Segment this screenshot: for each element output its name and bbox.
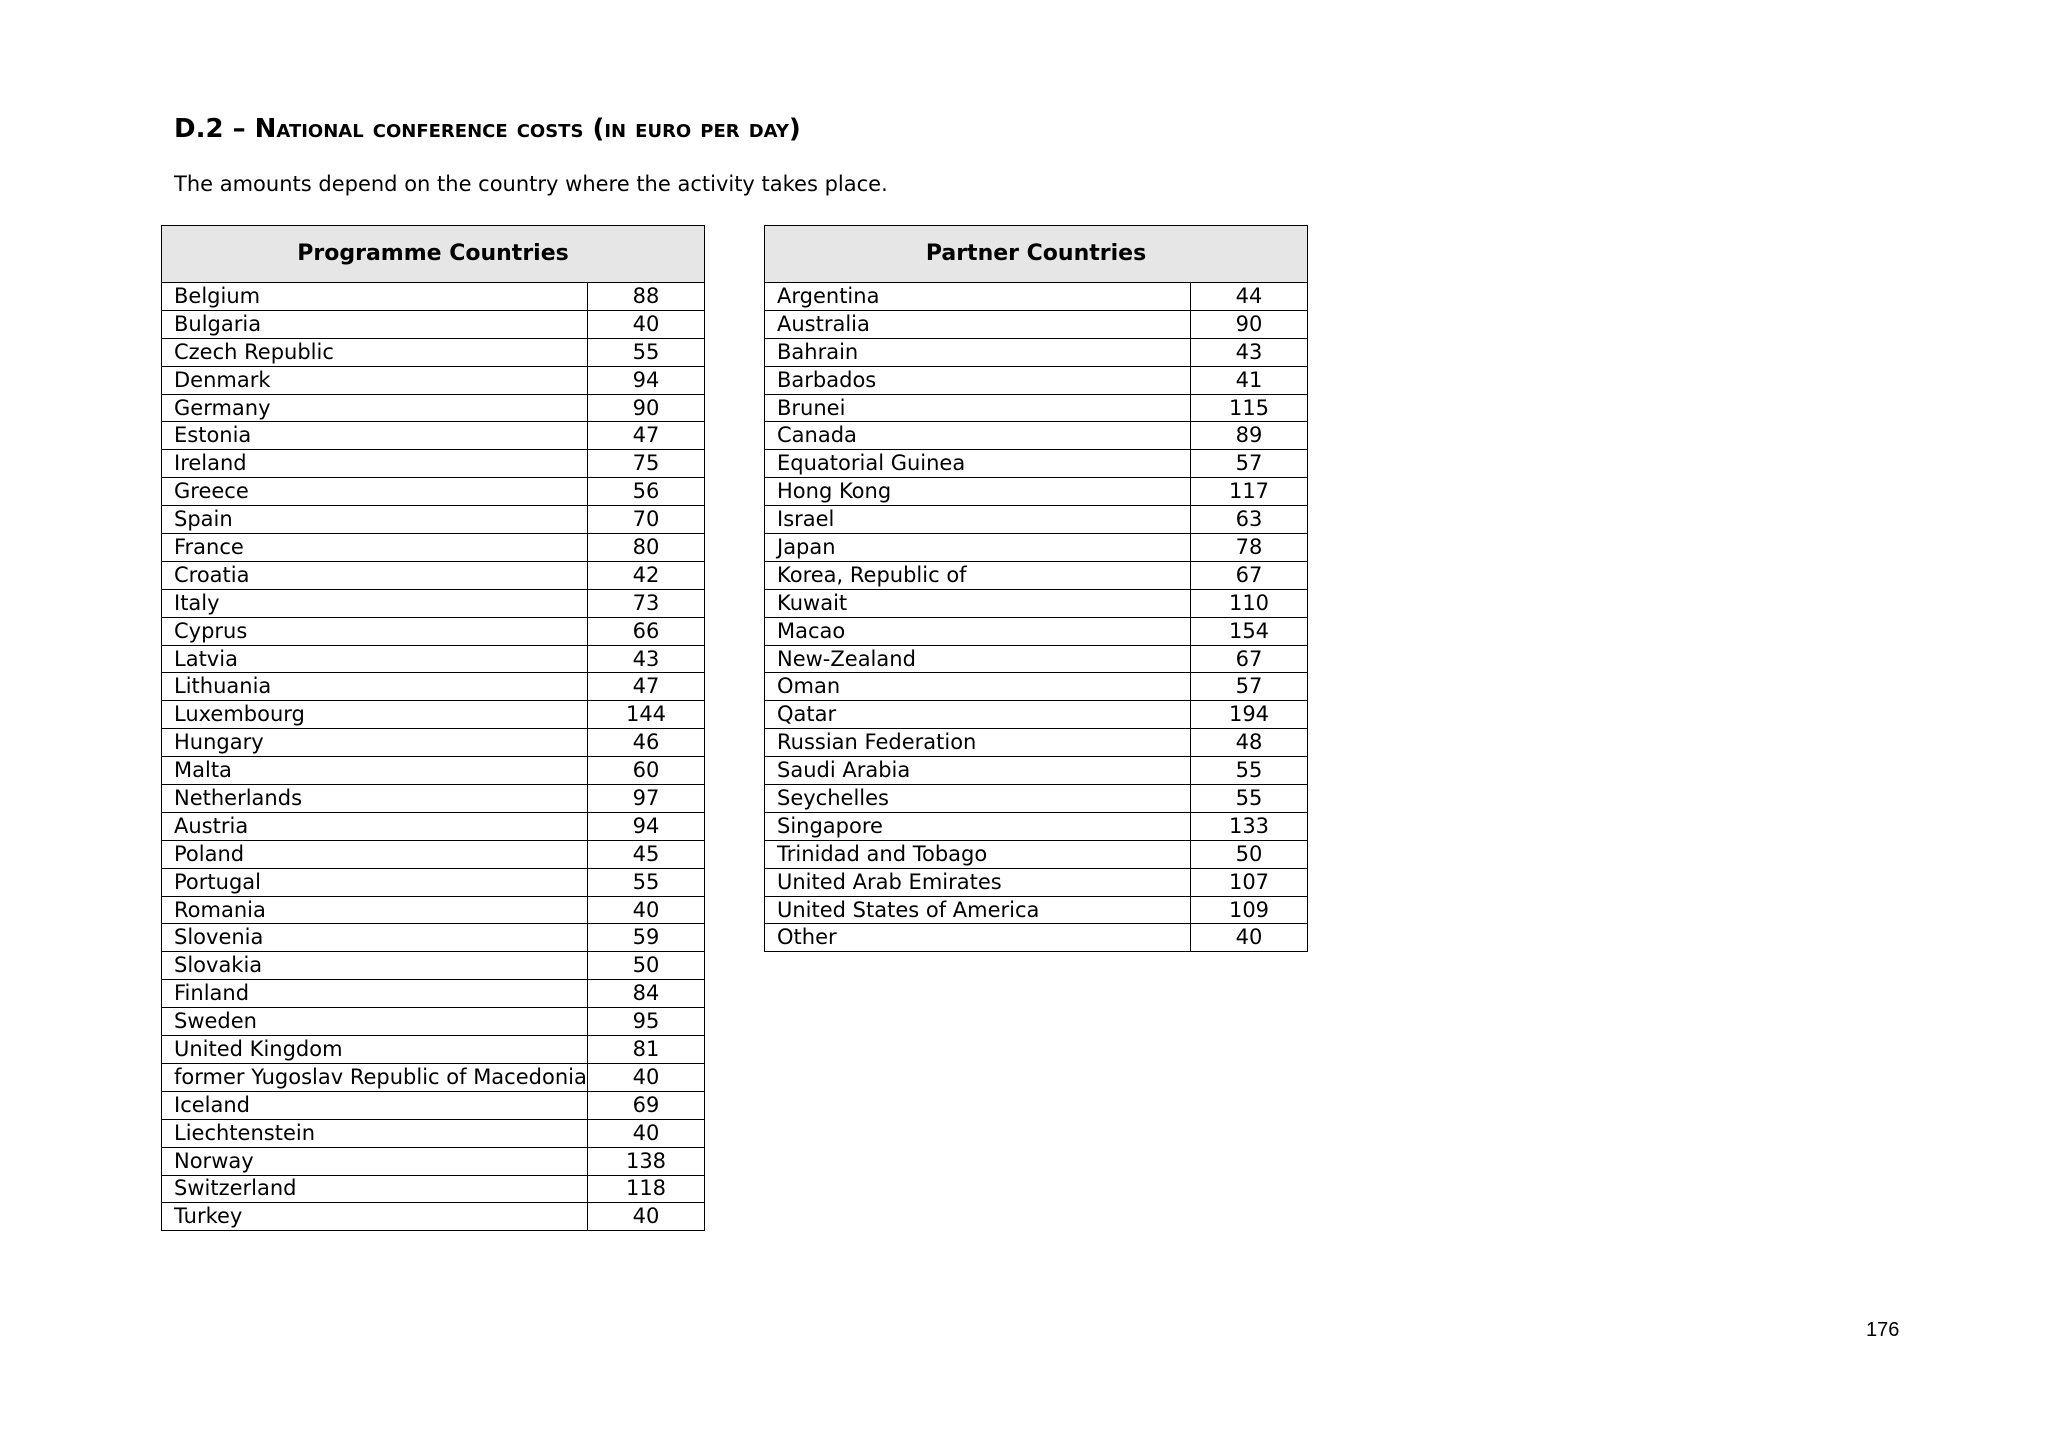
section-heading [174,114,801,144]
daily-rate-cell: 115 [1191,394,1308,422]
country-name-cell: Kuwait [765,589,1191,617]
country-name-cell: Greece [162,478,588,506]
daily-rate-cell: 55 [1191,785,1308,813]
table-row [162,534,705,562]
daily-rate-cell: 44 [1191,283,1308,311]
daily-rate-cell: 154 [1191,617,1308,645]
daily-rate-cell: 81 [588,1036,705,1064]
country-name-cell: Poland [162,840,588,868]
table-row [162,1091,705,1119]
daily-rate-cell: 40 [588,1203,705,1231]
daily-rate-cell: 40 [588,1063,705,1091]
table-row [765,840,1308,868]
table-row [765,617,1308,645]
table-row [162,450,705,478]
country-name-cell: Bulgaria [162,310,588,338]
country-name-cell: Lithuania [162,673,588,701]
daily-rate-cell: 43 [1191,338,1308,366]
country-name-cell: Norway [162,1147,588,1175]
country-name-cell: Argentina [765,283,1191,311]
daily-rate-cell: 69 [588,1091,705,1119]
table-row [765,366,1308,394]
country-name-cell: Belgium [162,283,588,311]
country-name-cell: Slovakia [162,952,588,980]
table-row [765,394,1308,422]
country-name-cell: Latvia [162,645,588,673]
table-row [765,283,1308,311]
daily-rate-cell: 90 [1191,310,1308,338]
country-name-cell: Other [765,924,1191,952]
daily-rate-cell: 47 [588,422,705,450]
country-name-cell: Brunei [765,394,1191,422]
country-name-cell: Hungary [162,729,588,757]
country-name-cell: United States of America [765,896,1191,924]
daily-rate-cell: 97 [588,785,705,813]
table-row [162,896,705,924]
daily-rate-cell: 90 [588,394,705,422]
partner-countries-body [765,283,1308,952]
partner-countries-table [764,225,1308,952]
table-row [162,1063,705,1091]
country-name-cell: Israel [765,506,1191,534]
country-name-cell: Finland [162,980,588,1008]
daily-rate-cell: 78 [1191,534,1308,562]
daily-rate-cell: 45 [588,840,705,868]
country-name-cell: Czech Republic [162,338,588,366]
table-row [162,310,705,338]
daily-rate-cell: 75 [588,450,705,478]
daily-rate-cell: 56 [588,478,705,506]
country-name-cell: Luxembourg [162,701,588,729]
table-row [765,868,1308,896]
programme-countries-table [161,225,705,1231]
table-row [162,785,705,813]
country-name-cell: Malta [162,757,588,785]
country-name-cell: Barbados [765,366,1191,394]
country-name-cell: Croatia [162,561,588,589]
country-name-cell: Japan [765,534,1191,562]
daily-rate-cell: 84 [588,980,705,1008]
daily-rate-cell: 63 [1191,506,1308,534]
table-row [162,1008,705,1036]
country-name-cell: Estonia [162,422,588,450]
daily-rate-cell: 110 [1191,589,1308,617]
country-name-cell: Saudi Arabia [765,757,1191,785]
country-name-cell: Bahrain [765,338,1191,366]
table-row [765,450,1308,478]
daily-rate-cell: 40 [588,310,705,338]
programme-countries-body [162,283,705,1231]
daily-rate-cell: 88 [588,283,705,311]
table-row [162,840,705,868]
daily-rate-cell: 40 [588,1119,705,1147]
daily-rate-cell: 50 [1191,840,1308,868]
country-name-cell: Singapore [765,812,1191,840]
table-row [765,338,1308,366]
table-row [765,561,1308,589]
table-row [162,701,705,729]
table-row [162,1203,705,1231]
table-row [162,338,705,366]
table-row [162,952,705,980]
daily-rate-cell: 194 [1191,701,1308,729]
daily-rate-cell: 50 [588,952,705,980]
daily-rate-cell: 80 [588,534,705,562]
table-row [162,422,705,450]
partner-countries-title: Partner Countries [765,226,1308,283]
daily-rate-cell: 42 [588,561,705,589]
daily-rate-cell: 41 [1191,366,1308,394]
table-row [765,478,1308,506]
table-row [162,1147,705,1175]
country-name-cell: Germany [162,394,588,422]
table-row [765,757,1308,785]
daily-rate-cell: 40 [588,896,705,924]
country-name-cell: Macao [765,617,1191,645]
table-row [162,1036,705,1064]
country-name-cell: Austria [162,812,588,840]
daily-rate-cell: 70 [588,506,705,534]
section-heading-prefix: D.2 – N [174,114,277,144]
table-header-row [162,226,705,283]
daily-rate-cell: 95 [588,1008,705,1036]
table-row [765,589,1308,617]
daily-rate-cell: 133 [1191,812,1308,840]
table-row [765,673,1308,701]
table-row [765,812,1308,840]
table-row [162,1119,705,1147]
country-name-cell: Canada [765,422,1191,450]
country-name-cell: Turkey [162,1203,588,1231]
table-row [765,896,1308,924]
table-row [162,812,705,840]
daily-rate-cell: 47 [588,673,705,701]
country-name-cell: Iceland [162,1091,588,1119]
country-name-cell: Equatorial Guinea [765,450,1191,478]
table-row [765,785,1308,813]
country-name-cell: Romania [162,896,588,924]
country-name-cell: Ireland [162,450,588,478]
daily-rate-cell: 107 [1191,868,1308,896]
table-row [765,534,1308,562]
table-row [162,561,705,589]
table-row [765,729,1308,757]
daily-rate-cell: 57 [1191,450,1308,478]
table-row [162,673,705,701]
daily-rate-cell: 40 [1191,924,1308,952]
table-row [765,310,1308,338]
table-row [162,394,705,422]
country-name-cell: France [162,534,588,562]
daily-rate-cell: 109 [1191,896,1308,924]
country-name-cell: United Arab Emirates [765,868,1191,896]
country-name-cell: Slovenia [162,924,588,952]
country-name-cell: Switzerland [162,1175,588,1203]
country-name-cell: Spain [162,506,588,534]
daily-rate-cell: 117 [1191,478,1308,506]
daily-rate-cell: 94 [588,812,705,840]
country-name-cell: Cyprus [162,617,588,645]
country-name-cell: Korea, Republic of [765,561,1191,589]
daily-rate-cell: 55 [588,338,705,366]
table-row [162,617,705,645]
table-row [162,589,705,617]
table-row [162,283,705,311]
table-row [162,506,705,534]
daily-rate-cell: 48 [1191,729,1308,757]
country-name-cell: Portugal [162,868,588,896]
table-row [765,924,1308,952]
country-name-cell: Liechtenstein [162,1119,588,1147]
country-name-cell: Australia [765,310,1191,338]
daily-rate-cell: 89 [1191,422,1308,450]
table-row [162,645,705,673]
country-name-cell: Russian Federation [765,729,1191,757]
table-row [765,645,1308,673]
country-name-cell: Denmark [162,366,588,394]
country-name-cell: Qatar [765,701,1191,729]
daily-rate-cell: 55 [1191,757,1308,785]
daily-rate-cell: 66 [588,617,705,645]
table-row [162,366,705,394]
daily-rate-cell: 55 [588,868,705,896]
daily-rate-cell: 138 [588,1147,705,1175]
daily-rate-cell: 46 [588,729,705,757]
daily-rate-cell: 67 [1191,645,1308,673]
table-row [162,924,705,952]
country-name-cell: New-Zealand [765,645,1191,673]
daily-rate-cell: 57 [1191,673,1308,701]
table-row [162,1175,705,1203]
country-name-cell: former Yugoslav Republic of Macedonia [162,1063,588,1091]
table-row [162,757,705,785]
table-header-row [765,226,1308,283]
country-name-cell: Hong Kong [765,478,1191,506]
table-row [162,868,705,896]
page-number: 176 [1866,1319,1900,1341]
country-name-cell: United Kingdom [162,1036,588,1064]
daily-rate-cell: 67 [1191,561,1308,589]
table-row [765,506,1308,534]
daily-rate-cell: 59 [588,924,705,952]
country-name-cell: Netherlands [162,785,588,813]
table-row [162,478,705,506]
daily-rate-cell: 94 [588,366,705,394]
section-heading-rest: ational conference costs (in euro per day) [276,114,801,144]
programme-countries-title: Programme Countries [162,226,705,283]
country-name-cell: Italy [162,589,588,617]
table-row [765,422,1308,450]
intro-text: The amounts depend on the country where the activity takes place. [174,172,888,196]
daily-rate-cell: 73 [588,589,705,617]
country-name-cell: Trinidad and Tobago [765,840,1191,868]
table-row [162,729,705,757]
daily-rate-cell: 43 [588,645,705,673]
daily-rate-cell: 60 [588,757,705,785]
country-name-cell: Sweden [162,1008,588,1036]
country-name-cell: Seychelles [765,785,1191,813]
country-name-cell: Oman [765,673,1191,701]
daily-rate-cell: 118 [588,1175,705,1203]
table-row [162,980,705,1008]
table-row [765,701,1308,729]
daily-rate-cell: 144 [588,701,705,729]
